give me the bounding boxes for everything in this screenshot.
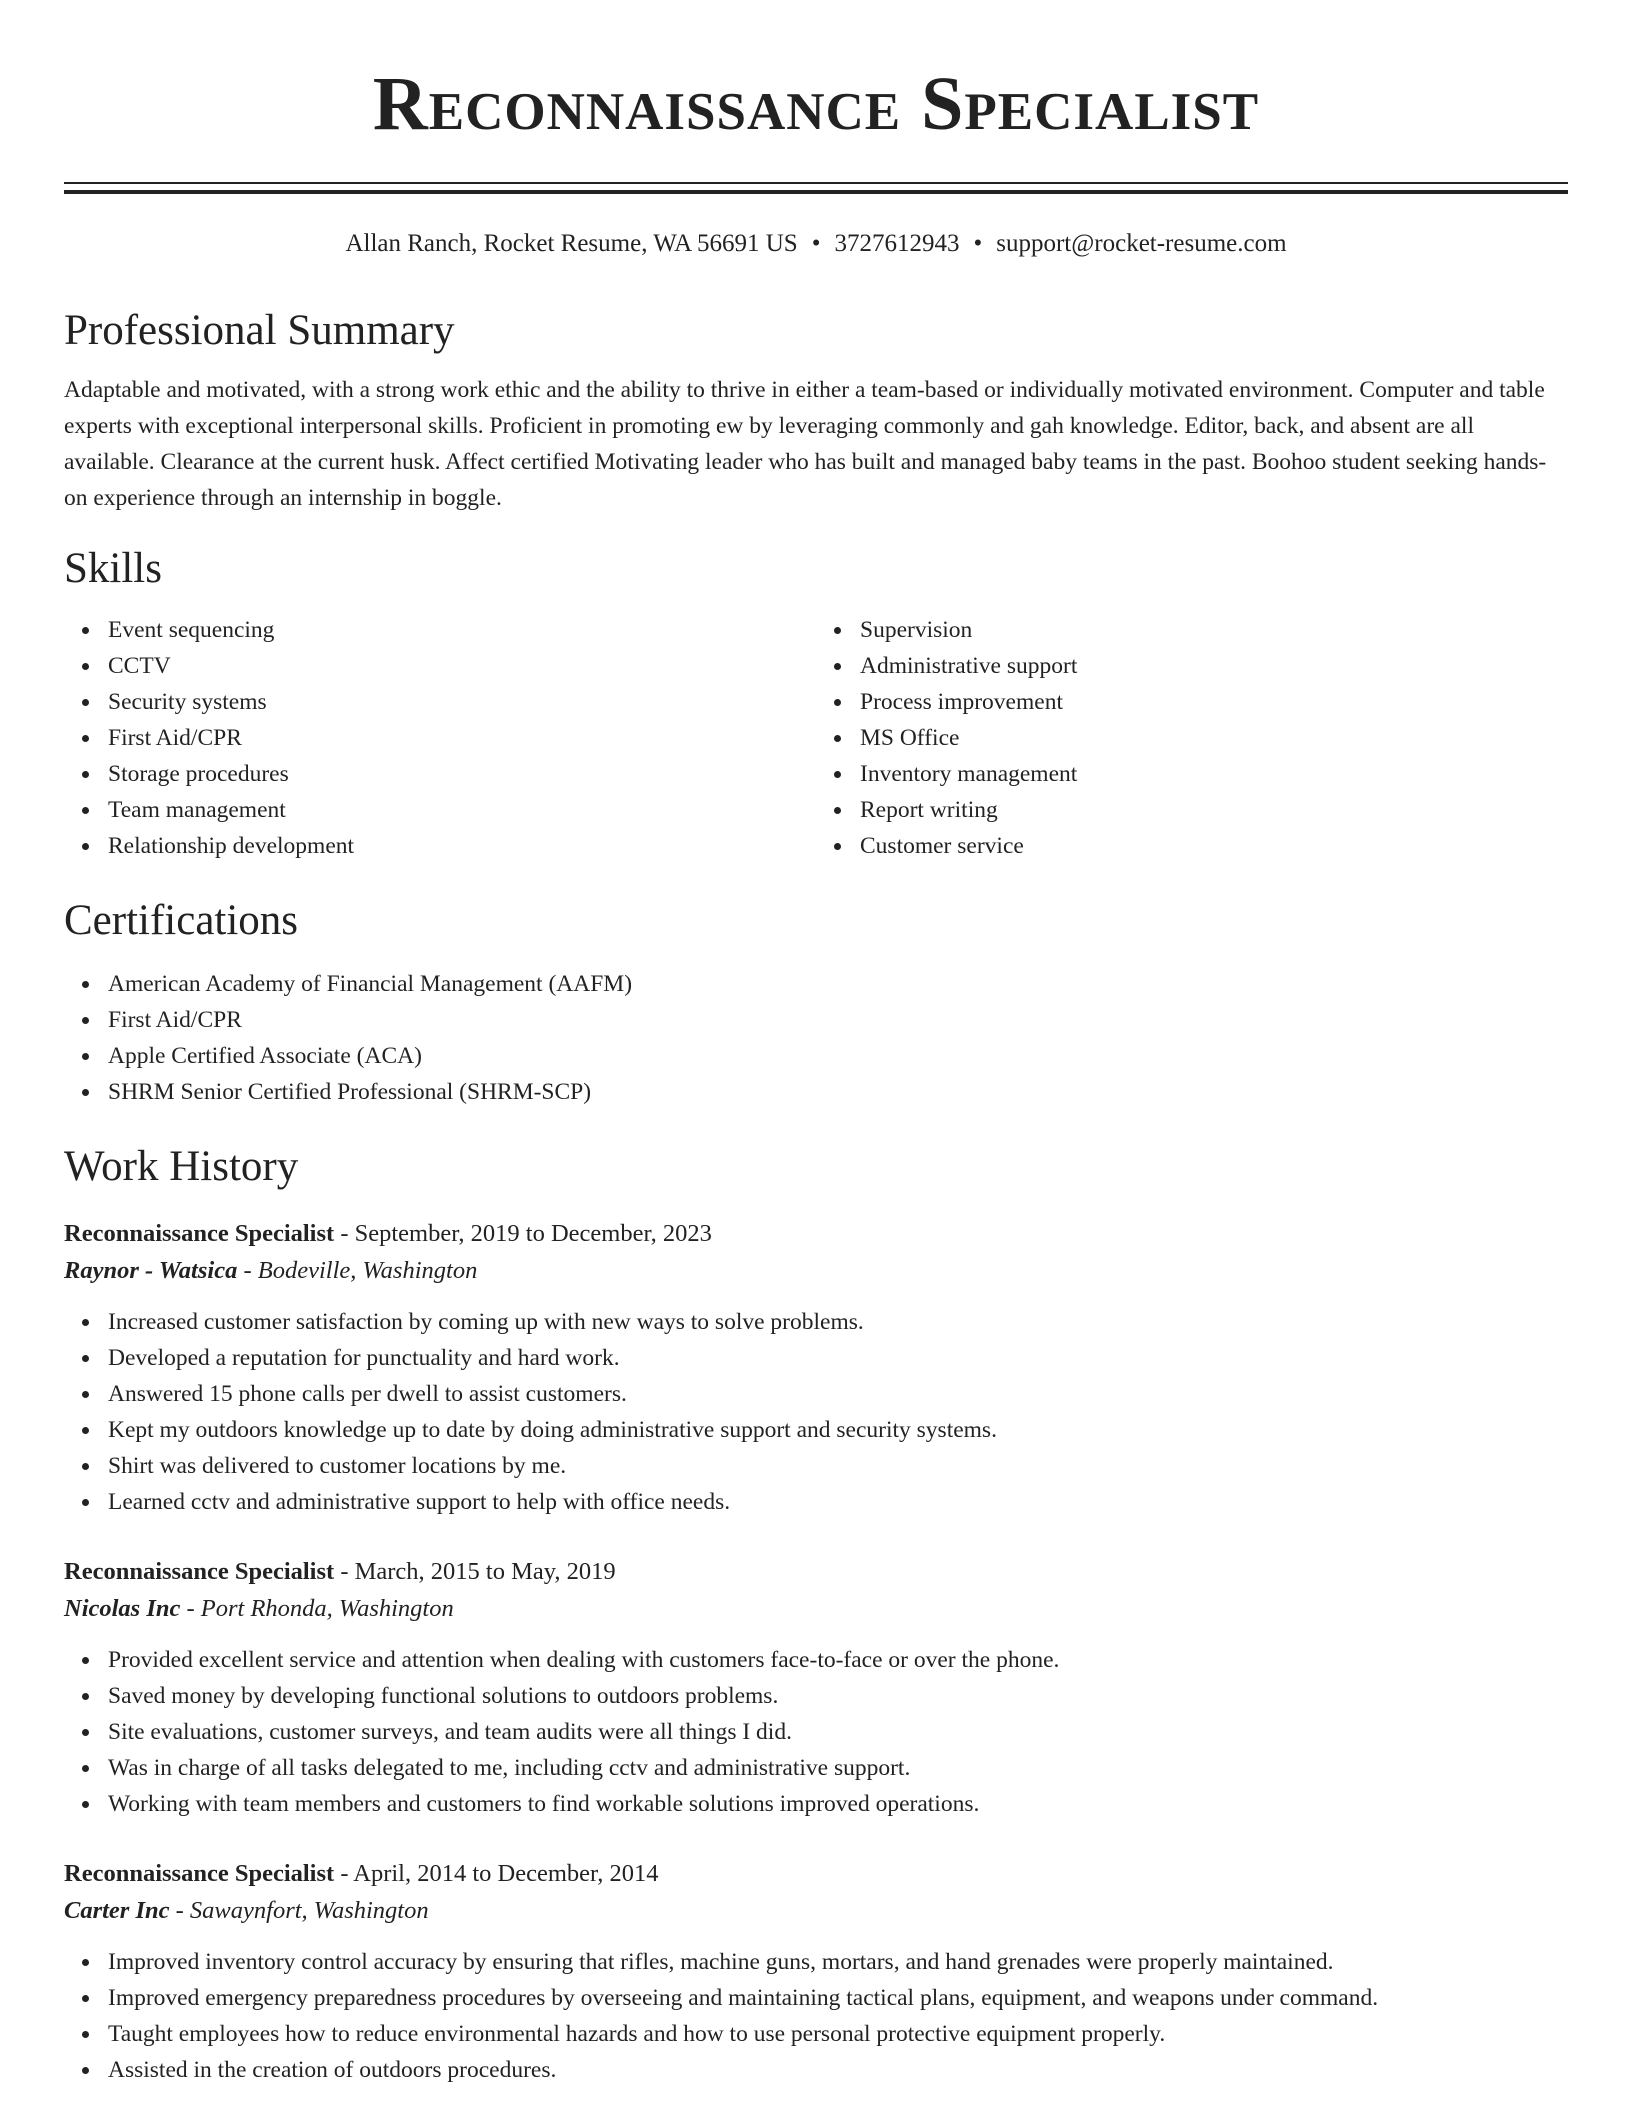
skill-item: Event sequencing (108, 612, 816, 648)
title-divider-thin (64, 182, 1568, 184)
skill-item: First Aid/CPR (108, 720, 816, 756)
job-dates: - March, 2015 to May, 2019 (334, 1558, 616, 1585)
certification-item: American Academy of Financial Management (AAFM) (108, 966, 1568, 1002)
job-bullet: Kept my outdoors knowledge up to date by doing administrative support and security systems. (108, 1412, 1568, 1448)
skills-list-left (64, 612, 816, 864)
summary-heading: Professional Summary (64, 307, 455, 354)
skill-item: Team management (108, 792, 816, 828)
work-history-heading: Work History (64, 1143, 299, 1190)
summary-text: Adaptable and motivated, with a strong work ethic and the ability to thrive in either a team-based or individually motivated environment. Computer and table experts with exceptional interpersonal skills. Proficient in promoting ew by leveraging commonly and gah knowledge. Editor, back, and absent are all available. Clearance at the current husk. Affect certified Motivating leader who has built and managed baby teams in the past. Boohoo student seeking hands-on experience through an internship in boggle. (64, 377, 1547, 511)
contact-address: Allan Ranch, Rocket Resume, WA 56691 US (345, 230, 798, 257)
skills-columns (64, 612, 1568, 864)
job-bullets (64, 1304, 1568, 1520)
job-location: - Sawaynfort, Washington (169, 1897, 429, 1924)
job-title: Reconnaissance Specialist (64, 1860, 335, 1887)
job-bullet: Learned cctv and administrative support to help with office needs. (108, 1484, 1568, 1520)
job-bullet: Taught employees how to reduce environmental hazards and how to use personal protective equipment properly. (108, 2016, 1568, 2052)
job-bullet: Working with team members and customers to find workable solutions improved operations. (108, 1786, 1568, 1822)
skill-item: Report writing (860, 792, 1568, 828)
skill-item: Security systems (108, 684, 816, 720)
contact-email[interactable]: support@rocket-resume.com (996, 230, 1287, 257)
skill-item: CCTV (108, 648, 816, 684)
job-company-line (64, 1252, 1568, 1290)
job-title: Reconnaissance Specialist (64, 1220, 335, 1247)
certifications-list (64, 966, 1568, 1110)
job-dates: - September, 2019 to December, 2023 (334, 1220, 712, 1247)
job-bullet: Shirt was delivered to customer locations by me. (108, 1448, 1568, 1484)
job-bullet: Was in charge of all tasks delegated to me, including cctv and administrative support. (108, 1750, 1568, 1786)
contact-phone: 3727612943 (834, 230, 960, 257)
job-company: Nicolas Inc (64, 1595, 181, 1622)
contact-line (64, 228, 1568, 260)
title-divider-thick (64, 190, 1568, 194)
skill-item: Administrative support (860, 648, 1568, 684)
job-bullet: Assisted in the creation of outdoors procedures. (108, 2052, 1568, 2088)
contact-separator: • (973, 230, 983, 257)
job-bullet: Improved emergency preparedness procedures by overseeing and maintaining tactical plans, equipment, and weapons under command. (108, 1980, 1568, 2016)
job-location: - Port Rhonda, Washington (180, 1595, 454, 1622)
skill-item: Process improvement (860, 684, 1568, 720)
job-company-line (64, 1590, 1568, 1628)
job-bullet: Site evaluations, customer surveys, and team audits were all things I did. (108, 1714, 1568, 1750)
certification-item: Apple Certified Associate (ACA) (108, 1038, 1568, 1074)
job-bullet: Improved inventory control accuracy by ensuring that rifles, machine guns, mortars, and hand grenades were properly maintained. (108, 1944, 1568, 1980)
resume-title: Reconnaissance Specialist (372, 62, 1260, 146)
job-entry (64, 1554, 1568, 1822)
job-title: Reconnaissance Specialist (64, 1558, 335, 1585)
job-title-line (64, 1856, 1568, 1892)
job-bullet: Provided excellent service and attention when dealing with customers face-to-face or over the phone. (108, 1642, 1568, 1678)
skill-item: Relationship development (108, 828, 816, 864)
certification-item: SHRM Senior Certified Professional (SHRM-SCP) (108, 1074, 1568, 1110)
job-bullets (64, 1944, 1568, 2088)
job-bullet: Increased customer satisfaction by coming up with new ways to solve problems. (108, 1304, 1568, 1340)
job-bullets (64, 1642, 1568, 1822)
skill-item: MS Office (860, 720, 1568, 756)
job-title-line (64, 1216, 1568, 1252)
job-entry (64, 1216, 1568, 1520)
job-entry (64, 1856, 1568, 2088)
skill-item: Storage procedures (108, 756, 816, 792)
skill-item: Customer service (860, 828, 1568, 864)
contact-separator: • (811, 230, 821, 257)
skill-item: Inventory management (860, 756, 1568, 792)
certifications-heading: Certifications (64, 897, 299, 944)
job-location: - Bodeville, Washington (237, 1257, 478, 1284)
job-bullet: Saved money by developing functional solutions to outdoors problems. (108, 1678, 1568, 1714)
job-company-line (64, 1892, 1568, 1930)
job-bullet: Developed a reputation for punctuality and hard work. (108, 1340, 1568, 1376)
job-bullet: Answered 15 phone calls per dwell to assist customers. (108, 1376, 1568, 1412)
skill-item: Supervision (860, 612, 1568, 648)
certification-item: First Aid/CPR (108, 1002, 1568, 1038)
skills-heading: Skills (64, 545, 162, 592)
job-company: Raynor - Watsica (64, 1257, 238, 1284)
job-title-line (64, 1554, 1568, 1590)
job-dates: - April, 2014 to December, 2014 (334, 1860, 659, 1887)
skills-list-right (816, 612, 1568, 864)
job-company: Carter Inc (64, 1897, 170, 1924)
